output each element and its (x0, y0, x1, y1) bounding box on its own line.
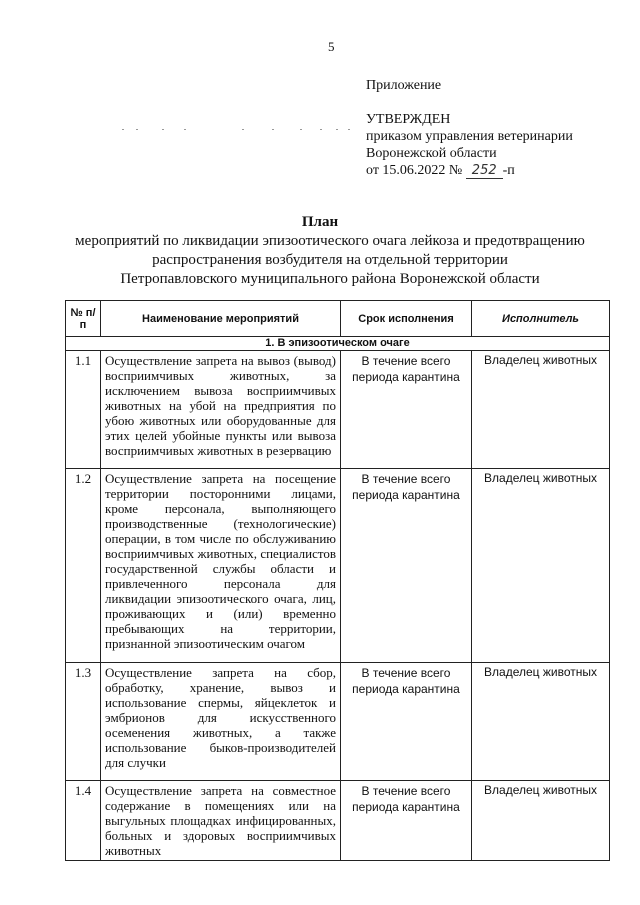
order-suffix: -п (502, 163, 515, 178)
order-date: от 15.06.2022 № (366, 163, 463, 178)
order-date-line (366, 162, 614, 179)
row-executor: Владелец животных (472, 781, 610, 861)
appendix-label: Приложение (366, 78, 442, 93)
order-line-1: приказом управления ветеринарии (366, 129, 573, 144)
subtitle-line-2: распространения возбудителя на отдельной территории (152, 252, 508, 268)
header-term: Срок исполнения (341, 301, 472, 337)
row-term: В течение всего периода карантина (341, 663, 472, 781)
row-text: Осуществление запрета на вывоз (вывод) восприимчивых животных, за исключением вывоза восприимчивых животных на убой на предприятия по убою животных или оборудованные для этих целей убойные пункты или вывоза восприимчивых животных в резервацию (101, 351, 341, 469)
row-number: 1.3 (66, 663, 101, 781)
row-term: В течение всего периода карантина (341, 351, 472, 469)
faint-dotted-line (122, 129, 352, 135)
section-row (66, 337, 610, 351)
page-number: 5 (328, 39, 335, 54)
approved-label: УТВЕРЖДЕН (366, 112, 451, 127)
document-subtitle (60, 232, 600, 289)
subtitle-line-1: мероприятий по ликвидации эпизоотического очага лейкоза и предотвращению (75, 233, 585, 249)
row-number: 1.2 (66, 469, 101, 663)
row-executor: Владелец животных (472, 351, 610, 469)
table-row (66, 351, 610, 469)
row-term: В течение всего периода карантина (341, 781, 472, 861)
order-number: 252 (466, 163, 503, 179)
document-title: План (301, 214, 339, 230)
row-term: В течение всего периода карантина (341, 469, 472, 663)
row-number: 1.1 (66, 351, 101, 469)
row-text: Осуществление запрета на посещение территории посторонними лицами, кроме персонала, выполняющего производственные (технологические) операции, в том числе по обслуживанию восприимчивых животных, специалистов государственной службы области и привлеченного персонала для ликвидации эпизоотического очага, лиц, проживающих и (или) временно пребывающих на территории, признанной эпизоотическим очагом (101, 469, 341, 663)
row-number: 1.4 (66, 781, 101, 861)
table-row (66, 663, 610, 781)
header-executor: Исполнитель (472, 301, 610, 337)
measures-table (65, 300, 610, 861)
table-header-row (66, 301, 610, 337)
header-name: Наименование мероприятий (101, 301, 341, 337)
order-line-2: Воронежской области (366, 146, 497, 161)
row-executor: Владелец животных (472, 663, 610, 781)
section-title: 1. В эпизоотическом очаге (66, 337, 610, 351)
subtitle-line-3: Петропавловского муниципального района Воронежской области (120, 271, 540, 287)
row-executor: Владелец животных (472, 469, 610, 663)
order-reference (366, 128, 614, 179)
header-num: № п/п (66, 301, 101, 337)
table-row (66, 469, 610, 663)
table-row (66, 781, 610, 861)
row-text: Осуществление запрета на сбор, обработку, хранение, вывоз и использование спермы, яйцеклеток и эмбрионов для искусственного осеменения животных, а также использование быков-производителей для случки (101, 663, 341, 781)
row-text: Осуществление запрета на совместное содержание в помещениях или на выгульных площадках инфицированных, больных и здоровых восприимчивых животных (101, 781, 341, 861)
